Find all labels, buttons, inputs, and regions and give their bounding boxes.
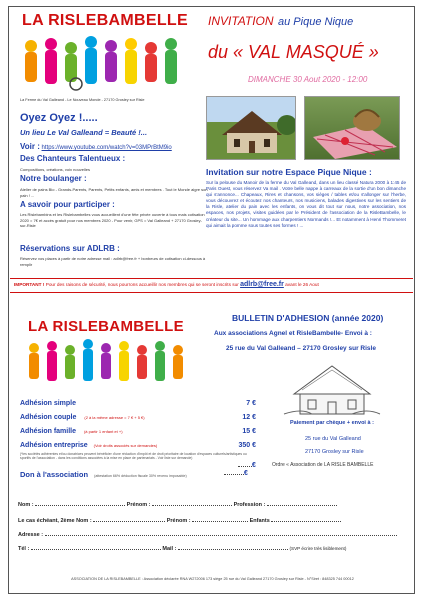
form-row-3 [18, 532, 397, 538]
adhesion-couple-row [20, 414, 145, 421]
payment-title: Paiement par chèque + envoi à : [290, 420, 374, 426]
beaute-line: Un lieu Le Val Galleand = Beauté !... [20, 128, 148, 137]
nom-label: Nom : [18, 502, 34, 508]
savoir-desc: Les Rislebambins et les Rislebambelles vous accueillent d'une fête privée ouverte à tous mais cotisation 2020 = 7€ et accès gratuit pour nos membres 2020 - Pour venir, GPS = Val Galleand + 27170 Grosley-sur-Risle [20, 212, 205, 228]
adhesion-simple-value: 7 € [246, 400, 256, 407]
important-line [14, 281, 319, 288]
adhesion-couple-label: Adhésion couple [20, 414, 77, 421]
manor-sketch-illustration [282, 360, 382, 418]
date-line: DIMANCHE 30 Aout 2020 - 12:00 [248, 75, 368, 84]
youtube-link[interactable]: https://www.youtube.com/watch?v=03MPrBtM9io [41, 145, 172, 151]
mail-field[interactable] [178, 549, 288, 550]
nom-field[interactable] [35, 505, 125, 506]
adhesion-famille-value: 15 € [242, 428, 256, 435]
adhesion-famille-label: Adhésion famille [20, 428, 77, 435]
footer-text: ASSOCIATION DE LA RISLEBAMBELLE : Association déclarée RNA W272006 173 siège 25 rue du Val Galleand 27170 Grosley sur Risle - N°Siret : 848325 744 00012 [71, 577, 354, 581]
form-row-4 [18, 546, 346, 552]
don-label: Don à l'association [20, 470, 89, 479]
important-label: IMPORTANT ! [14, 282, 45, 287]
adhesion-famille-note: (à partir 1 enfant et +) [83, 429, 123, 434]
conjoint-nom-field[interactable] [93, 521, 165, 522]
adhesion-entreprise-value: 350 € [238, 442, 256, 449]
form-row-1 [18, 502, 337, 508]
adhesion-simple-label: Adhésion simple [20, 400, 77, 407]
adhesion-entreprise-note: (Voir droits associés sur demandes) [93, 443, 158, 448]
form-row-2 [18, 518, 341, 524]
mail-label: Mail : [162, 546, 177, 552]
bulletin-people-illustration [22, 338, 187, 386]
chanteurs-heading: Des Chanteurs Talentueux : [20, 154, 126, 163]
adhesion-entreprise-row [20, 442, 157, 449]
enfants-field[interactable] [271, 521, 341, 522]
people-logo-illustration [16, 34, 186, 94]
bulletin-logo-title: LA RISLEBAMBELLE [28, 318, 184, 335]
espace-heading: Invitation sur notre Espace Pique Nique : [206, 167, 372, 177]
manor-house-photo [206, 96, 296, 160]
boulanger-desc: Atelier de pains Bio - Grands-Parents, Parents, Petits enfants, amis et membres . Tout le Monde aigre son pain ! ... [20, 187, 208, 198]
tel-field[interactable] [31, 549, 161, 550]
prenom2-label: Prénom : [166, 518, 191, 524]
reservations-desc: Réservez vos places à partir de notre adresse mail : adlrb@free.fr + bonbeurs de cotisation ci-dessous à remplir [20, 256, 206, 267]
divider-bottom [10, 292, 413, 293]
conjoint-label: Le cas échéant, 2ème Nom : [18, 518, 92, 524]
payment-line2: 27170 Grosley sur Risle [305, 449, 364, 455]
chanteurs-desc: Compositions, créations, voix nouvelles [20, 167, 91, 172]
payment-ordre: Ordre « Association de LA RISLE BAMBELLE [272, 462, 374, 468]
invitation-header [208, 12, 353, 30]
adhesion-couple-note: (2 à la même adresse = 7 € + 5 €) [84, 415, 145, 420]
important-email[interactable]: adlrb@free.fr [240, 281, 284, 288]
profession-field[interactable] [267, 505, 337, 506]
bulletin-title: BULLETIN D'ADHESION (année 2020) [232, 313, 384, 323]
voir-line [20, 142, 172, 151]
adhesion-footnote: (*les sociétés adhérentes et/ou donatrices peuvent bénéficier d'une réduction d'impôt et de droit prioritaire de location d'espaces culturels/artistiques ou sportifs de l'association - dans les conditions associées à la mise en place de partenariats - Voir liste sur demande) [20, 452, 247, 460]
adhesion-famille-row [20, 428, 123, 435]
adhesion-entreprise-label: Adhésion entreprise [20, 442, 88, 449]
profession-label: Profession : [233, 502, 266, 508]
invitation-word: INVITATION [208, 14, 274, 28]
divider-top [10, 278, 413, 279]
oyez-heading: Oyez Oyez !..... [20, 112, 98, 124]
bulletin-address: 25 rue du Val Galleand – 27170 Grosley sur Risle [226, 345, 376, 352]
total-field[interactable]: € [238, 462, 256, 469]
enfants-label: Enfants [249, 518, 270, 524]
prenom2-field[interactable] [192, 521, 248, 522]
adresse-label: Adresse : [18, 532, 44, 538]
voir-label: Voir : [20, 142, 40, 151]
logo-title: LA RISLEBAMBELLE [22, 12, 188, 29]
boulanger-heading: Notre boulanger : [20, 174, 87, 183]
espace-desc: Sur la pelouse du Manoir de la ferme du Val Galleand, dans un lieu classé Natura 2000 à 1:45 de Paris Ouest, vous réservez Va mail . Votre belle nappe à carreaux de la sortie d'un bon dimanche qui s'annonce... Chapeaux, Rires et chansons, vos sièges / tables et/ou s'allonger sur l'herbe, vous découvrez et écoutez nos chanteurs, nos musiciens, balades digestives sur les sentiers de la Risle, atelier du pain avec les enfants, on vous dit tout sur nous, notre association, nos espaces, nos projets, visites guidées par le Président de l'association de la RisleBambelle, le créateur du site... Un hommage aux charpentiers Normands !... Et notamment à Henri Thommeret qui aimait la pomme sous toutes ses formes ! ... [206, 180, 406, 228]
val-masque-title: du « VAL MASQUÉ » [208, 42, 379, 62]
pique-nique-word: au Pique Nique [278, 16, 354, 28]
don-field[interactable]: € [224, 470, 248, 477]
savoir-heading: A savoir pour participer : [20, 200, 115, 209]
picnic-photo [304, 96, 400, 160]
adresse-field[interactable] [45, 535, 397, 536]
don-note: (attestation 66% déduction fiscale 30% revenu imposable) [94, 474, 187, 478]
payment-line1: 25 rue du Val Galleand [305, 436, 361, 442]
important-text: Pour des raisons de sécurité, nous pourrons accueillir nos membres qui se seront inscrits sur [45, 282, 239, 287]
prenom-label: Prénom : [126, 502, 151, 508]
adhesion-couple-value: 12 € [242, 414, 256, 421]
don-row [20, 470, 187, 479]
prenom-field[interactable] [152, 505, 232, 506]
reservations-heading: Réservations sur ADLRB : [20, 244, 120, 253]
svp-note: (SVP écrire très lisiblement) [289, 546, 347, 551]
important-suffix: avant le 26 Aout [285, 282, 319, 287]
bulletin-to-assoc: Aux associations Agnel et RisleBambelle- Envoi à : [214, 330, 372, 337]
logo-address: La Ferme du Val Galleand - Le Nouveau Monde - 27170 Grosley sur Risle [20, 98, 145, 102]
tel-label: Tél : [18, 546, 30, 552]
